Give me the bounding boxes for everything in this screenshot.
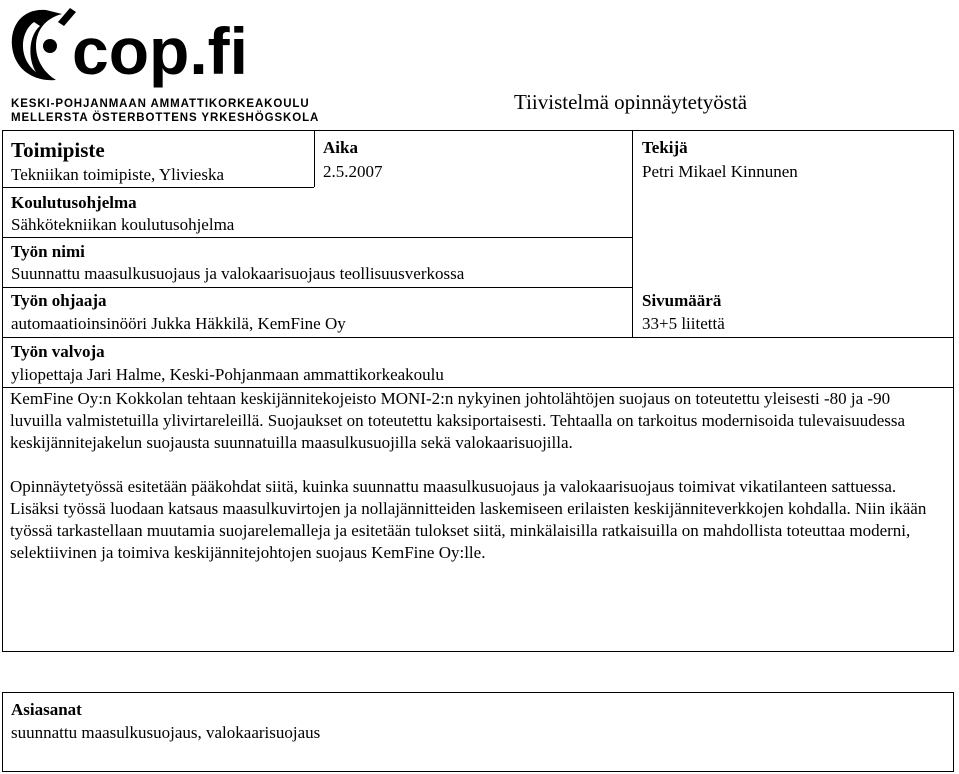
logo-line-2: MELLERSTA ÖSTERBOTTENS YRKESHÖGSKOLA: [11, 112, 320, 124]
tyon-ohjaaja-label: Työn ohjaaja: [11, 291, 107, 310]
asiasanat-label: Asiasanat: [11, 700, 82, 719]
aika-label: Aika: [323, 138, 358, 157]
toimipiste-label: Toimipiste: [11, 138, 105, 162]
divider-h-2: [3, 237, 632, 238]
divider-h-1: [3, 187, 314, 188]
tyon-nimi-label: Työn nimi: [11, 242, 85, 261]
sivumaara-label: Sivumäärä: [642, 291, 722, 310]
koulutusohjelma-value: Sähkötekniikan koulutusohjelma: [11, 215, 235, 234]
asiasanat-value: suunnattu maasulkusuojaus, valokaarisuojaus: [11, 723, 321, 742]
logo-brand-text: cop.fi: [72, 14, 248, 88]
koulutusohjelma-label: Koulutusohjelma: [11, 193, 137, 212]
cop-fi-logo-graphic: [6, 2, 281, 92]
abstract-paragraph-2: Opinnäytetyössä esitetään pääkohdat siitä, kuinka suunnattu maasulkusuojaus ja valokaarisuojaus toimivat vikatilanteen sattuessa. Lisäksi työssä luodaan katsaus maasulkuvirtojen ja nollajännitteiden laskemiseen erilaisten keskijänniteverkkojen kohdalla. Niin ikään työssä tarkastellaan muutamia suojarelemalleja ja esitetään tulokset siitä, minkälaisilla ratkaisuilla on mahdollista toteuttaa moderni, selektiivinen ja toimiva keskijännitejohtojen suojaus KemFine Oy:lle.: [10, 477, 927, 562]
divider-vertical-1: [314, 131, 315, 187]
divider-h-4: [3, 337, 953, 338]
tyon-valvoja-value: yliopettaja Jari Halme, Keski-Pohjanmaan ammattikorkeakoulu: [11, 365, 444, 384]
document-title: Tiivistelmä opinnäytetyöstä: [514, 90, 748, 114]
tyon-valvoja-label: Työn valvoja: [11, 342, 105, 361]
toimipiste-value: Tekniikan toimipiste, Ylivieska: [11, 165, 225, 184]
tekija-value: Petri Mikael Kinnunen: [642, 162, 798, 181]
logo-line-1: KESKI-POHJANMAAN AMMATTIKORKEAKOULU: [11, 98, 310, 110]
abstract-paragraph-1: KemFine Oy:n Kokkolan tehtaan keskijännitekojeisto MONI-2:n nykyinen johtolähtöjen suojaus on toteutettu yleisesti -80 ja -90 luvuilla valmistetuilla ylivirtareleillä. Suojaukset on toteutettu kaksiportaisesti. Tehtaalla on tarkoitus modernisoida tulevaisuudessa keskijännitejakelun suojausta suunnatuilla maasulkusuojilla sekä valokaarisuojilla.: [10, 389, 906, 452]
divider-h-3: [3, 287, 632, 288]
aika-value: 2.5.2007: [323, 162, 383, 181]
tyon-nimi-value: Suunnattu maasulkusuojaus ja valokaarisuojaus teollisuusverkossa: [11, 264, 465, 283]
sivumaara-value: 33+5 liitettä: [642, 314, 725, 333]
tyon-ohjaaja-value: automaatioinsinööri Jukka Häkkilä, KemFine Oy: [11, 314, 346, 333]
abstract-text: [10, 388, 945, 564]
divider-vertical-2: [632, 131, 633, 337]
cop-fi-logo: [6, 2, 320, 128]
tekija-label: Tekijä: [642, 138, 688, 157]
keywords-box: [2, 692, 954, 772]
